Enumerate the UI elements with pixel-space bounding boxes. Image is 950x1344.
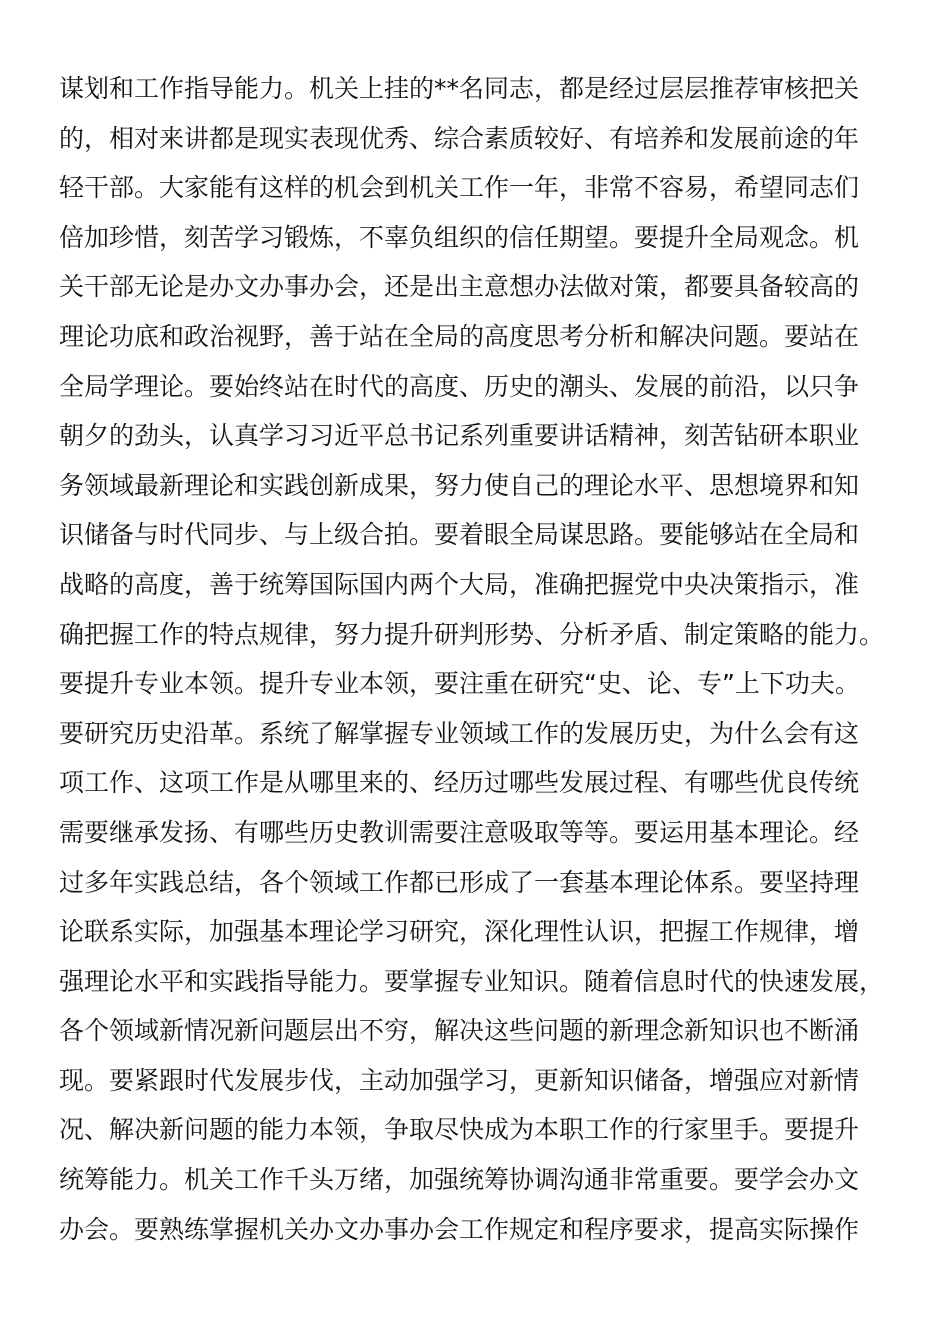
text-line: 况、解决新问题的能力本领，争取尽快成为本职工作的行家里手。要提升 bbox=[59, 1115, 860, 1145]
text-line: 论联系实际，加强基本理论学习研究，深化理性认识，把握工作规律，增 bbox=[59, 917, 860, 947]
text-line: 确把握工作的特点规律，努力提升研判形势、分析矛盾、制定策略的能力。 bbox=[59, 619, 885, 649]
text-line: 现。要紧跟时代发展步伐，主动加强学习，更新知识储备，增强应对新情 bbox=[59, 1065, 860, 1095]
text-line: 关干部无论是办文办事办会，还是出主意想办法做对策，都要具备较高的 bbox=[59, 272, 860, 302]
text-line: 要提升专业本领。提升专业本领，要注重在研究“史、论、专”上下功夫。 bbox=[59, 669, 860, 699]
text-line: 强理论水平和实践指导能力。要掌握专业知识。随着信息时代的快速发展， bbox=[59, 966, 885, 996]
body-paragraph bbox=[59, 64, 899, 1254]
text-line: 务领域最新理论和实践创新成果，努力使自己的理论水平、思想境界和知 bbox=[59, 470, 860, 500]
text-line: 轻干部。大家能有这样的机会到机关工作一年，非常不容易，希望同志们 bbox=[59, 173, 860, 203]
text-line: 朝夕的劲头，认真学习习近平总书记系列重要讲话精神，刻苦钻研本职业 bbox=[59, 421, 860, 451]
text-line: 过多年实践总结，各个领域工作都已形成了一套基本理论体系。要坚持理 bbox=[59, 867, 860, 897]
text-line: 办会。要熟练掌握机关办文办事办会工作规定和程序要求，提高实际操作 bbox=[59, 1214, 860, 1244]
text-line: 全局学理论。要始终站在时代的高度、历史的潮头、发展的前沿，以只争 bbox=[59, 371, 860, 401]
text-line: 倍加珍惜，刻苦学习锻炼，不辜负组织的信任期望。要提升全局观念。机 bbox=[59, 222, 860, 252]
text-line: 项工作、这项工作是从哪里来的、经历过哪些发展过程、有哪些优良传统 bbox=[59, 768, 860, 798]
text-line: 理论功底和政治视野，善于站在全局的高度思考分析和解决问题。要站在 bbox=[59, 321, 860, 351]
text-line: 要研究历史沿革。系统了解掌握专业领域工作的发展历史，为什么会有这 bbox=[59, 718, 860, 748]
text-line: 的，相对来讲都是现实表现优秀、综合素质较好、有培养和发展前途的年 bbox=[59, 123, 860, 153]
text-line: 统筹能力。机关工作千头万绪，加强统筹协调沟通非常重要。要学会办文 bbox=[59, 1165, 860, 1195]
text-line: 战略的高度，善于统筹国际国内两个大局，准确把握党中央决策指示，准 bbox=[59, 569, 860, 599]
text-line: 谋划和工作指导能力。机关上挂的**名同志，都是经过层层推荐审核把关 bbox=[59, 74, 860, 103]
text-line: 需要继承发扬、有哪些历史教训需要注意吸取等等。要运用基本理论。经 bbox=[59, 817, 860, 847]
text-line: 识储备与时代同步、与上级合拍。要着眼全局谋思路。要能够站在全局和 bbox=[59, 520, 860, 550]
text-line: 各个领域新情况新问题层出不穷，解决这些问题的新理念新知识也不断涌 bbox=[59, 1016, 860, 1046]
